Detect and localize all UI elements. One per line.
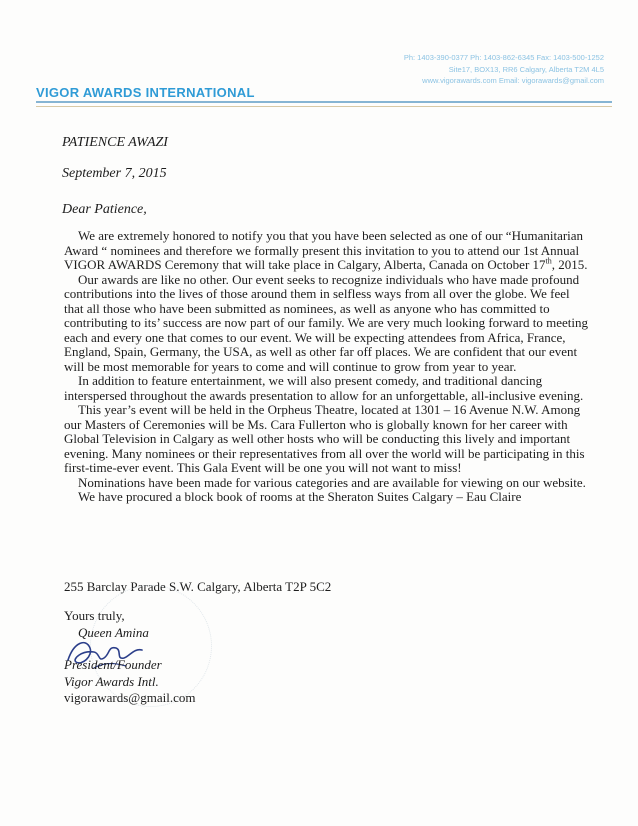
- contact-web-email: www.vigorawards.com Email: vigorawards@gmail.com: [422, 76, 604, 85]
- paragraph-about-awards: Our awards are like no other. Our event seeks to recognize individuals who have made profound contributions into the lives of those around them in selfless ways from all over the globe. We feel that all those who have been submitted as nominees, as well as anyone who has committed to contributing to its’ success are now part of our family. We are very much looking forward to meeting each and every one that comes to our event. We will be expecting attendees from Africa, France, England, Spain, Germany, the USA, as well as other far off places. We are confident that our event will be most memorable for years to come and will continue to grow from year to year.: [64, 271, 588, 374]
- paragraph-invitation-end: , 2015.: [551, 257, 588, 272]
- contact-block: [404, 52, 604, 87]
- hotel-address: 255 Barclay Parade S.W. Calgary, Alberta T2P 5C2: [64, 579, 332, 594]
- paragraph-nominations: Nominations have been made for various categories and are available for viewing on our website.: [78, 474, 586, 490]
- paragraph-invitation: [64, 229, 589, 273]
- closing-block: [64, 608, 195, 707]
- letter-date: September 7, 2015: [62, 166, 167, 181]
- paragraph-invitation-text: We are extremely honored to notify you that you have been selected as one of our “Humanitarian Award “ nominees and therefore we formally present this invitation to you to attend our 1st Annual VIGOR AWARDS Ceremony that will take place in Calgary, Alberta, Canada on October 17: [64, 228, 584, 272]
- sign-off: Yours truly,: [64, 608, 125, 623]
- recipient-name: PATIENCE AWAZI: [62, 135, 168, 150]
- header-rule-gold: [36, 106, 612, 107]
- ordinal-suffix: th: [545, 256, 552, 266]
- contact-phones: Ph: 1403-390-0377 Ph: 1403-862-6345 Fax: 1403-500-1252: [403, 53, 604, 62]
- signatory-name: Queen Amina: [78, 624, 149, 640]
- contact-address: Site17, BOX13, RR6 Calgary, Alberta T2M 4L5: [448, 64, 604, 74]
- paragraph-entertainment: In addition to feature entertainment, we will also present comedy, and traditional dancing interspersed throughout the awards presentation to allow for an unforgettable, all-inclusive evening.: [64, 373, 584, 403]
- letter-body: [64, 229, 589, 505]
- header-rule-blue: [36, 101, 612, 103]
- signatory-title: President/Founder: [64, 657, 162, 672]
- organization-name: VIGOR AWARDS INTERNATIONAL: [36, 85, 255, 100]
- salutation: Dear Patience,: [62, 202, 147, 217]
- signature-space: [64, 641, 195, 657]
- signatory-email: vigorawards@gmail.com: [64, 690, 196, 705]
- paragraph-hotel: We have procured a block book of rooms at the Sheraton Suites Calgary – Eau Claire: [78, 489, 522, 504]
- signatory-organization: Vigor Awards Intl.: [64, 673, 159, 689]
- paragraph-venue: This year’s event will be held in the Orpheus Theatre, located at 1301 – 16 Avenue N.W. Among our Masters of Ceremonies will be Ms. Cara Fullerton who is globally known for her career with Global Television in Calgary as well other hosts who will be conducting this lively and important evening. Many nominees or their representatives from all over the world will be participating in this first-time-ever event. This Gala Event will be one you will not want to miss!: [64, 402, 585, 475]
